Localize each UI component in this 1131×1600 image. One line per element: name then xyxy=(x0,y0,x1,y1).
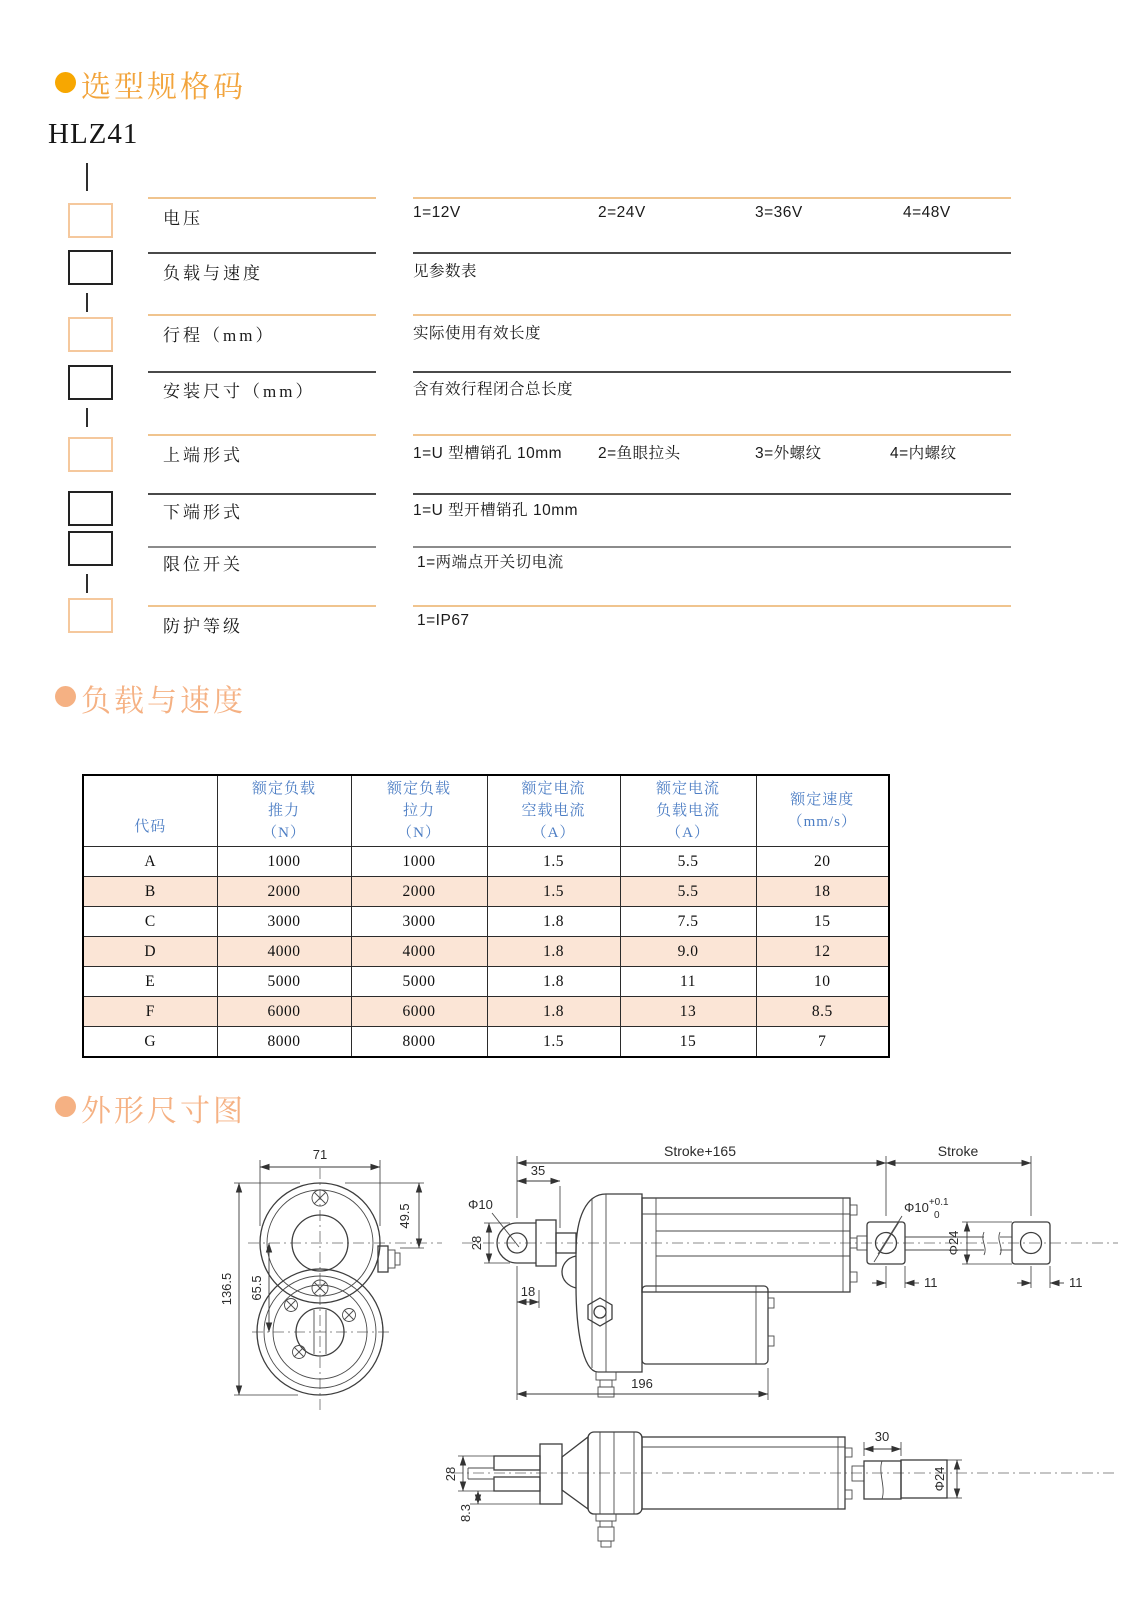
connector-tick xyxy=(86,293,88,312)
row-label: 安装尺寸（mm） xyxy=(163,382,316,401)
load-speed-table xyxy=(82,774,890,1058)
connector-tick xyxy=(86,408,88,427)
dim-18: 18 xyxy=(520,1284,536,1299)
col-header-no-load-current: 额定电流 空载电流 （A） xyxy=(487,775,620,847)
row-option: 含有效行程闭合总长度 xyxy=(413,381,574,398)
row-option: 1=U 型开槽销孔 10mm xyxy=(413,502,579,519)
table-row: D 4000 4000 1.8 9.0 12 xyxy=(83,937,889,967)
row-rule xyxy=(413,371,1011,373)
row-rule xyxy=(413,493,1011,495)
section3-bullet-icon xyxy=(55,1096,76,1117)
row-label: 电压 xyxy=(163,209,203,228)
code-box xyxy=(68,250,113,285)
section2-bullet-icon xyxy=(55,686,76,707)
row-label: 防护等级 xyxy=(163,617,243,636)
front-view-drawing xyxy=(219,1147,442,1412)
code-box xyxy=(68,317,113,352)
row-option: 1=12V xyxy=(413,204,461,221)
row-option: 1=IP67 xyxy=(417,612,470,629)
dim-stroke: Stroke xyxy=(937,1143,979,1159)
table-row: F 6000 6000 1.8 13 8.5 xyxy=(83,997,889,1027)
dim-11-left: 11 xyxy=(924,1275,938,1290)
dim-front-width: 71 xyxy=(312,1147,328,1162)
row-label: 上端形式 xyxy=(163,446,243,465)
row-rule xyxy=(413,252,1011,254)
code-box xyxy=(68,437,113,472)
row-rule xyxy=(148,605,376,607)
row-rule xyxy=(413,605,1011,607)
section1-bullet-icon xyxy=(55,72,76,93)
connector-tick xyxy=(86,574,88,593)
table-row: A 1000 1000 1.5 5.5 20 xyxy=(83,847,889,877)
row-option: 4=内螺纹 xyxy=(890,445,957,462)
col-header-pull: 额定负载 拉力 （N） xyxy=(351,775,487,847)
col-header-speed: 额定速度 （mm/s） xyxy=(756,775,889,847)
section2-title: 负载与速度 xyxy=(81,685,246,718)
code-box xyxy=(68,598,113,633)
table-row: B 2000 2000 1.5 5.5 18 xyxy=(83,877,889,907)
code-box xyxy=(68,531,113,566)
dim-top-rod-diameter: Φ24 xyxy=(932,1466,947,1492)
section1-title: 选型规格码 xyxy=(81,71,246,104)
row-label: 负载与速度 xyxy=(163,264,263,283)
dim-196: 196 xyxy=(631,1376,653,1391)
row-rule xyxy=(413,314,1011,316)
code-box xyxy=(68,203,113,238)
row-rule xyxy=(413,197,1011,199)
code-box xyxy=(68,365,113,400)
row-label: 行程（mm） xyxy=(163,326,276,345)
row-rule xyxy=(148,197,376,199)
dim-28: 28 xyxy=(469,1235,484,1251)
dim-center-distance: 65.5 xyxy=(249,1275,264,1301)
row-rule xyxy=(148,493,376,495)
dim-35: 35 xyxy=(530,1163,546,1178)
top-view-drawing xyxy=(443,1429,1115,1547)
row-option: 2=24V xyxy=(598,204,646,221)
dim-total-length: Stroke+165 xyxy=(664,1143,736,1159)
row-option: 2=鱼眼拉头 xyxy=(598,445,681,462)
col-header-push: 额定负载 推力 （N） xyxy=(217,775,351,847)
dim-rod-end-diameter: Φ24 xyxy=(946,1230,961,1256)
dim-clevis-hole: Φ10 xyxy=(468,1197,493,1212)
row-option: 1=U 型槽销孔 10mm xyxy=(413,445,563,462)
row-option: 4=48V xyxy=(903,204,951,221)
row-rule xyxy=(148,546,376,548)
row-label: 下端形式 xyxy=(163,503,243,522)
row-label: 限位开关 xyxy=(163,555,243,574)
row-rule xyxy=(148,252,376,254)
row-option: 1=两端点开关切电流 xyxy=(417,554,564,571)
row-option: 见参数表 xyxy=(413,263,478,280)
side-connector xyxy=(378,1246,388,1272)
dim-8-3: 8.3 xyxy=(458,1503,473,1523)
section3-title: 外形尺寸图 xyxy=(81,1095,246,1128)
dim-30: 30 xyxy=(874,1429,890,1444)
row-rule xyxy=(148,434,376,436)
code-box xyxy=(68,491,113,526)
connector-tick xyxy=(86,163,88,191)
col-header-code: 代码 xyxy=(83,775,217,847)
model-code: HLZ41 xyxy=(48,118,139,150)
row-rule xyxy=(148,371,376,373)
table-header-row xyxy=(83,775,889,847)
row-option: 实际使用有效长度 xyxy=(413,325,542,342)
dim-rod-hole-tolerance: $\Phi 10^{+0.1}$ 0 xyxy=(904,1197,949,1221)
row-option: 3=36V xyxy=(755,204,803,221)
col-header-load-current: 额定电流 负载电流 （A） xyxy=(620,775,756,847)
table-row: C 3000 3000 1.8 7.5 15 xyxy=(83,907,889,937)
row-rule xyxy=(413,434,1011,436)
side-view-drawing xyxy=(462,1143,1118,1400)
table-row: G 8000 8000 1.5 15 7 xyxy=(83,1027,889,1058)
dim-top-28: 28 xyxy=(443,1466,458,1482)
row-rule xyxy=(148,314,376,316)
dim-front-height: 136.5 xyxy=(219,1272,234,1306)
row-rule xyxy=(413,546,1011,548)
dim-connector-offset: 49.5 xyxy=(397,1203,412,1229)
table-row: E 5000 5000 1.8 11 10 xyxy=(83,967,889,997)
row-option: 3=外螺纹 xyxy=(755,445,822,462)
dim-11-right: 11 xyxy=(1069,1275,1083,1290)
